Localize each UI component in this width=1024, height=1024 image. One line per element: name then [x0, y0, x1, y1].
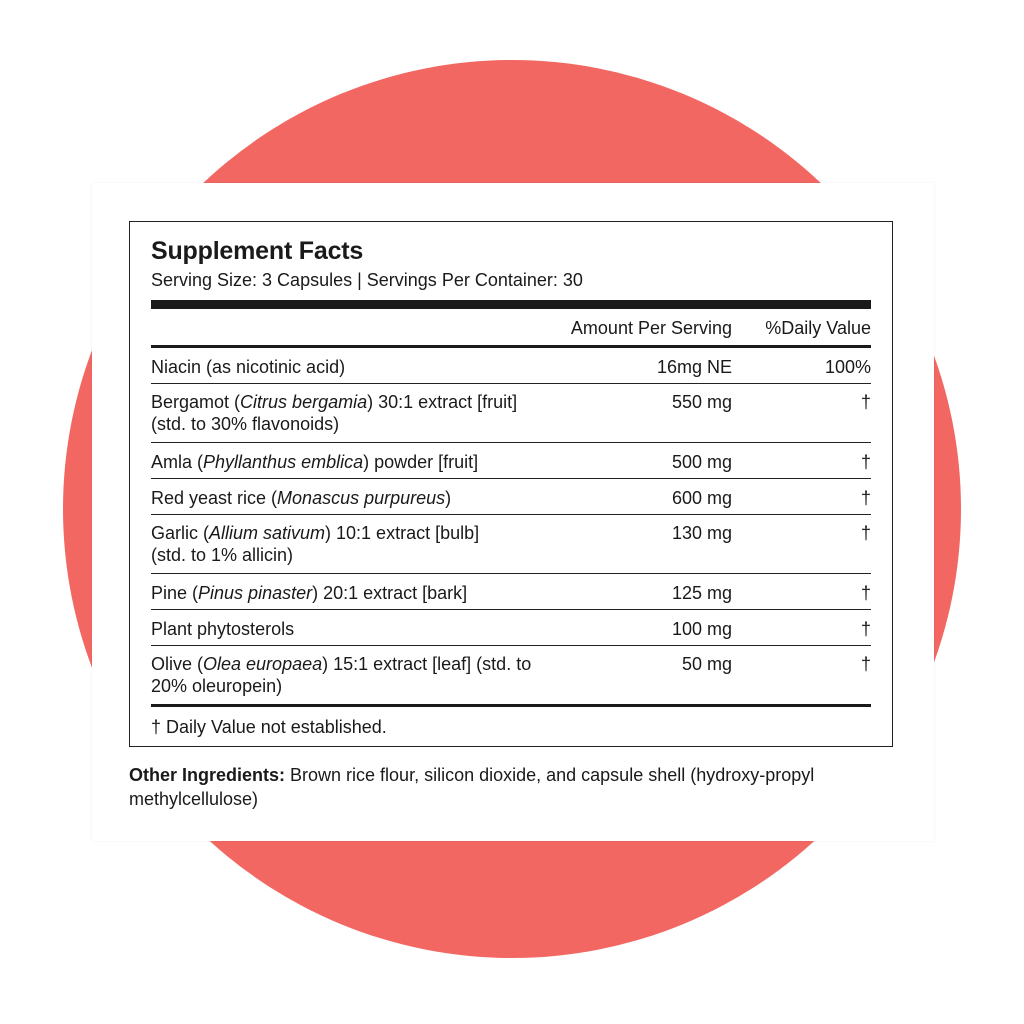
- ingredient-daily-value: †: [860, 523, 871, 543]
- ingredient-daily-value: 100%: [824, 357, 871, 377]
- ingredient-daily-value: †: [860, 619, 871, 639]
- ingredient-name: Olive (Olea europaea) 15:1 extract [leaf] (std. to 20% oleuropein): [151, 654, 532, 696]
- ingredient-name: Garlic (Allium sativum) 10:1 extract [bulb] (std. to 1% allicin): [151, 523, 480, 565]
- ingredient-daily-value: †: [860, 654, 871, 674]
- panel-title: Supplement Facts: [151, 237, 364, 265]
- ingredient-amount: 16mg NE: [656, 357, 732, 377]
- ingredient-daily-value: †: [860, 583, 871, 603]
- ingredient-name: Pine (Pinus pinaster) 20:1 extract [bark]: [151, 583, 468, 603]
- ingredient-amount: 550 mg: [671, 392, 732, 412]
- ingredient-name: Plant phytosterols: [151, 619, 295, 639]
- ingredient-name: Niacin (as nicotinic acid): [151, 357, 346, 377]
- bottom-divider: [151, 704, 871, 707]
- column-header: [151, 309, 871, 345]
- footnote: † Daily Value not established.: [151, 717, 387, 737]
- thick-divider: [151, 300, 871, 309]
- table-row: [151, 646, 871, 704]
- table-row: [151, 384, 871, 443]
- supplement-facts-panel: [129, 221, 893, 747]
- other-ingredients-label: Other Ingredients:: [129, 765, 286, 785]
- table-row: [151, 515, 871, 574]
- table-row: [151, 443, 871, 479]
- ingredient-amount: 130 mg: [671, 523, 732, 543]
- ingredient-amount: 125 mg: [671, 583, 732, 603]
- other-ingredients-text: Brown rice flour, silicon dioxide, and capsule shell (hydroxy-propyl methylcellulose): [129, 765, 815, 809]
- ingredient-amount: 100 mg: [671, 619, 732, 639]
- ingredient-name: Amla (Phyllanthus emblica) powder [fruit]: [151, 452, 479, 472]
- ingredient-amount: 500 mg: [671, 452, 732, 472]
- ingredient-daily-value: †: [860, 392, 871, 412]
- table-row: [151, 348, 871, 384]
- ingredient-name: Bergamot (Citrus bergamia) 30:1 extract [fruit] (std. to 30% flavonoids): [151, 392, 518, 434]
- other-ingredients: [129, 763, 889, 811]
- ingredient-rows: [151, 348, 871, 704]
- ingredient-daily-value: †: [860, 452, 871, 472]
- table-row: [151, 574, 871, 610]
- table-row: [151, 479, 871, 515]
- amount-per-serving-header: Amount Per Serving: [570, 318, 732, 338]
- daily-value-header: %Daily Value: [765, 318, 871, 338]
- ingredient-amount: 600 mg: [671, 488, 732, 508]
- serving-info: Serving Size: 3 Capsules | Servings Per Container: 30: [151, 270, 583, 290]
- table-row: [151, 610, 871, 646]
- ingredient-name: Red yeast rice (Monascus purpureus): [151, 488, 452, 508]
- ingredient-amount: 50 mg: [681, 654, 732, 674]
- ingredient-daily-value: †: [860, 488, 871, 508]
- label-card: [92, 183, 934, 841]
